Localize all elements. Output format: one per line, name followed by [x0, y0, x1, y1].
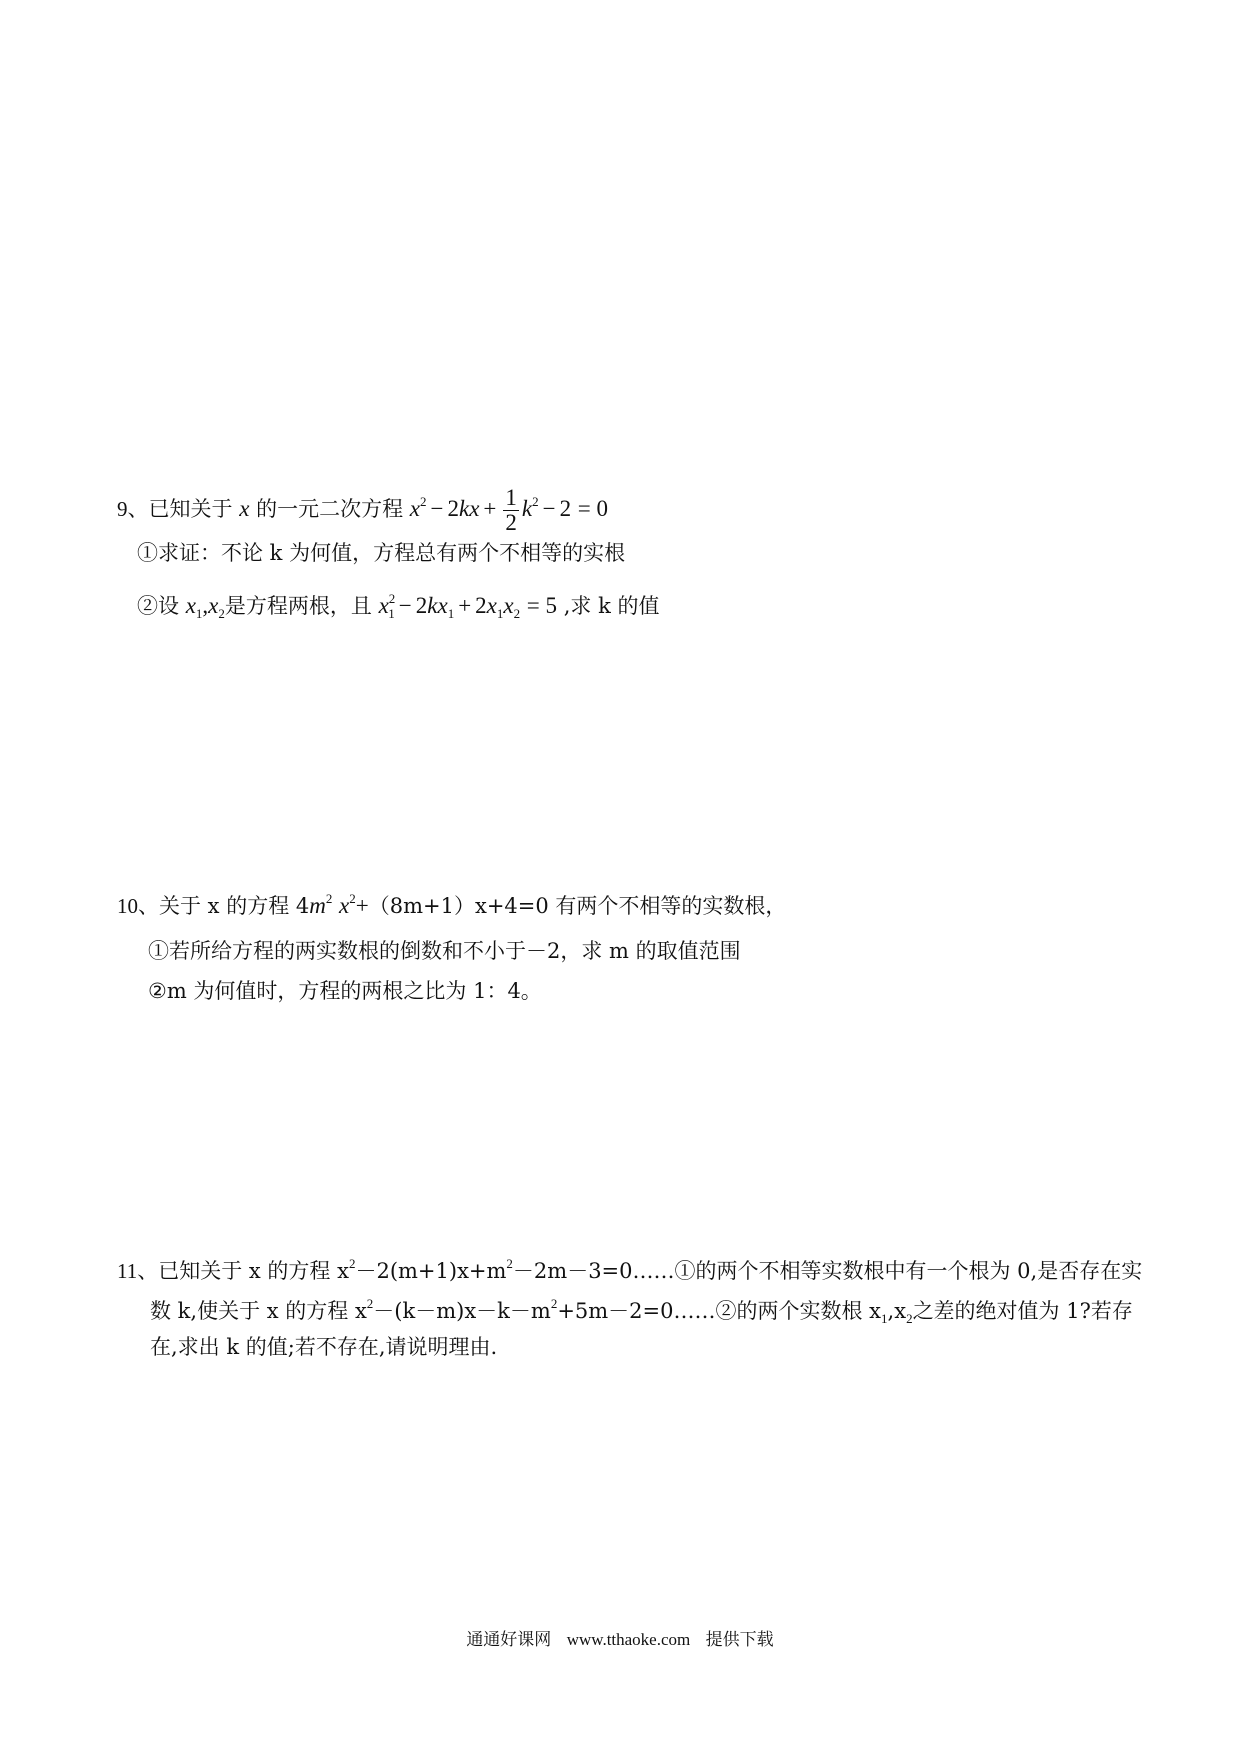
q10-sub2 — [148, 981, 542, 1002]
q9-eq-rest: = 0 — [577, 496, 609, 522]
q11-line1-b: －2(m+1)x+m — [355, 1259, 507, 1283]
q11-number: 11、 — [117, 1259, 159, 1283]
q9-fraction: $\frac{1}{2}$ — [505, 485, 517, 536]
q9-sub2-post: ,求 k 的值 — [563, 594, 660, 618]
q9-statement — [117, 486, 608, 535]
q10-sub1 — [148, 941, 741, 962]
q11-line2-c: +5m－2=0……②的两个实数根 x — [557, 1299, 882, 1323]
q11-line3: 在,求出 k 的值;若不存在,请说明理由. — [150, 1335, 498, 1359]
q10-statement: 10、关于 x 的方程 $4m^2$ $x^2+(8m+1)x+4=0$ 有两个不相等的实数根， — [117, 891, 787, 918]
q9-sub2-mid: 是方程两根，且 — [224, 594, 372, 618]
q9-mid: 的一元二次方程 — [256, 497, 404, 522]
footer-site: 通通好课网 — [466, 1630, 552, 1650]
q11-line-3 — [150, 1337, 497, 1358]
q9-equation: $x^2 - 2kx$ + $\frac{1}{2}$ $k^2 - 2 = 0$ — [409, 485, 609, 536]
q9-var-x: x — [239, 496, 250, 522]
q9-sub2: ②设 $x_1,x_2$是方程两根，且 $x^2_1 - 2kx_1 + 2x_1x_2 = 5$ ,求 k 的值 — [137, 591, 660, 621]
q11-line-1: 11、已知关于 x 的方程 $x^2-2(m+1)x+m^2-2m-3=0\dots\dots ①$的两个不相等实数根中有一个根为 0,是否存在实 — [117, 1256, 1143, 1283]
q11-line2-a: 数 k,使关于 x 的方程 x — [150, 1299, 367, 1323]
q11-line2-e: 之差的绝对值为 1?若存 — [912, 1299, 1133, 1323]
q9-sub2-marker: ② — [137, 594, 158, 618]
q10-sub1-text: ①若所给方程的两实数根的倒数和不小于－2，求 m 的取值范围 — [148, 939, 741, 963]
q11-line2-b: －(k－m)x－k－m — [373, 1299, 551, 1323]
q9-number: 9、 — [117, 497, 149, 522]
q9-sub2-equation: $x^2_1 - 2kx_1 + 2x_1x_2 = 5$ — [378, 591, 558, 621]
q9-sub2-pre: 设 — [158, 594, 179, 618]
q10-prefix: 关于 x 的方程 4 — [159, 894, 310, 918]
q10-sub2-text: ②m 为何值时，方程的两根之比为 1：4。 — [148, 979, 542, 1003]
footer-url-link[interactable]: www.tthaoke.com — [566, 1630, 691, 1649]
page-footer — [0, 1625, 1240, 1650]
q11-line-2: 数 k,使关于 x 的方程 $x^2-(k-m)x-k-m^2+5m-2=0\dots\dots ②$的两个实数根 $x_1,x_2$之差的绝对值为 1?若存 — [150, 1296, 1133, 1326]
q11-line1-c: －2m－3=0……①的两个不相等实数根中有一个根为 0,是否存在实 — [512, 1259, 1143, 1283]
q11-line1-a: 已知关于 x 的方程 x — [158, 1259, 349, 1283]
q9-sub1 — [137, 543, 625, 564]
q9-sub2-eq: = 5 — [526, 593, 558, 618]
q9-sub1-marker: ① — [137, 541, 158, 565]
q10-number: 10、 — [117, 894, 159, 918]
q9-sub1-text: 求证：不论 k 为何值，方程总有两个不相等的实根 — [158, 541, 626, 565]
q9-prefix: 已知关于 — [148, 497, 233, 522]
footer-suffix: 提供下载 — [705, 1630, 774, 1650]
q10-paren: （8m+1）x+4=0 有两个不相等的实数根， — [368, 894, 787, 918]
q11-line2-d: ,x — [887, 1299, 907, 1323]
